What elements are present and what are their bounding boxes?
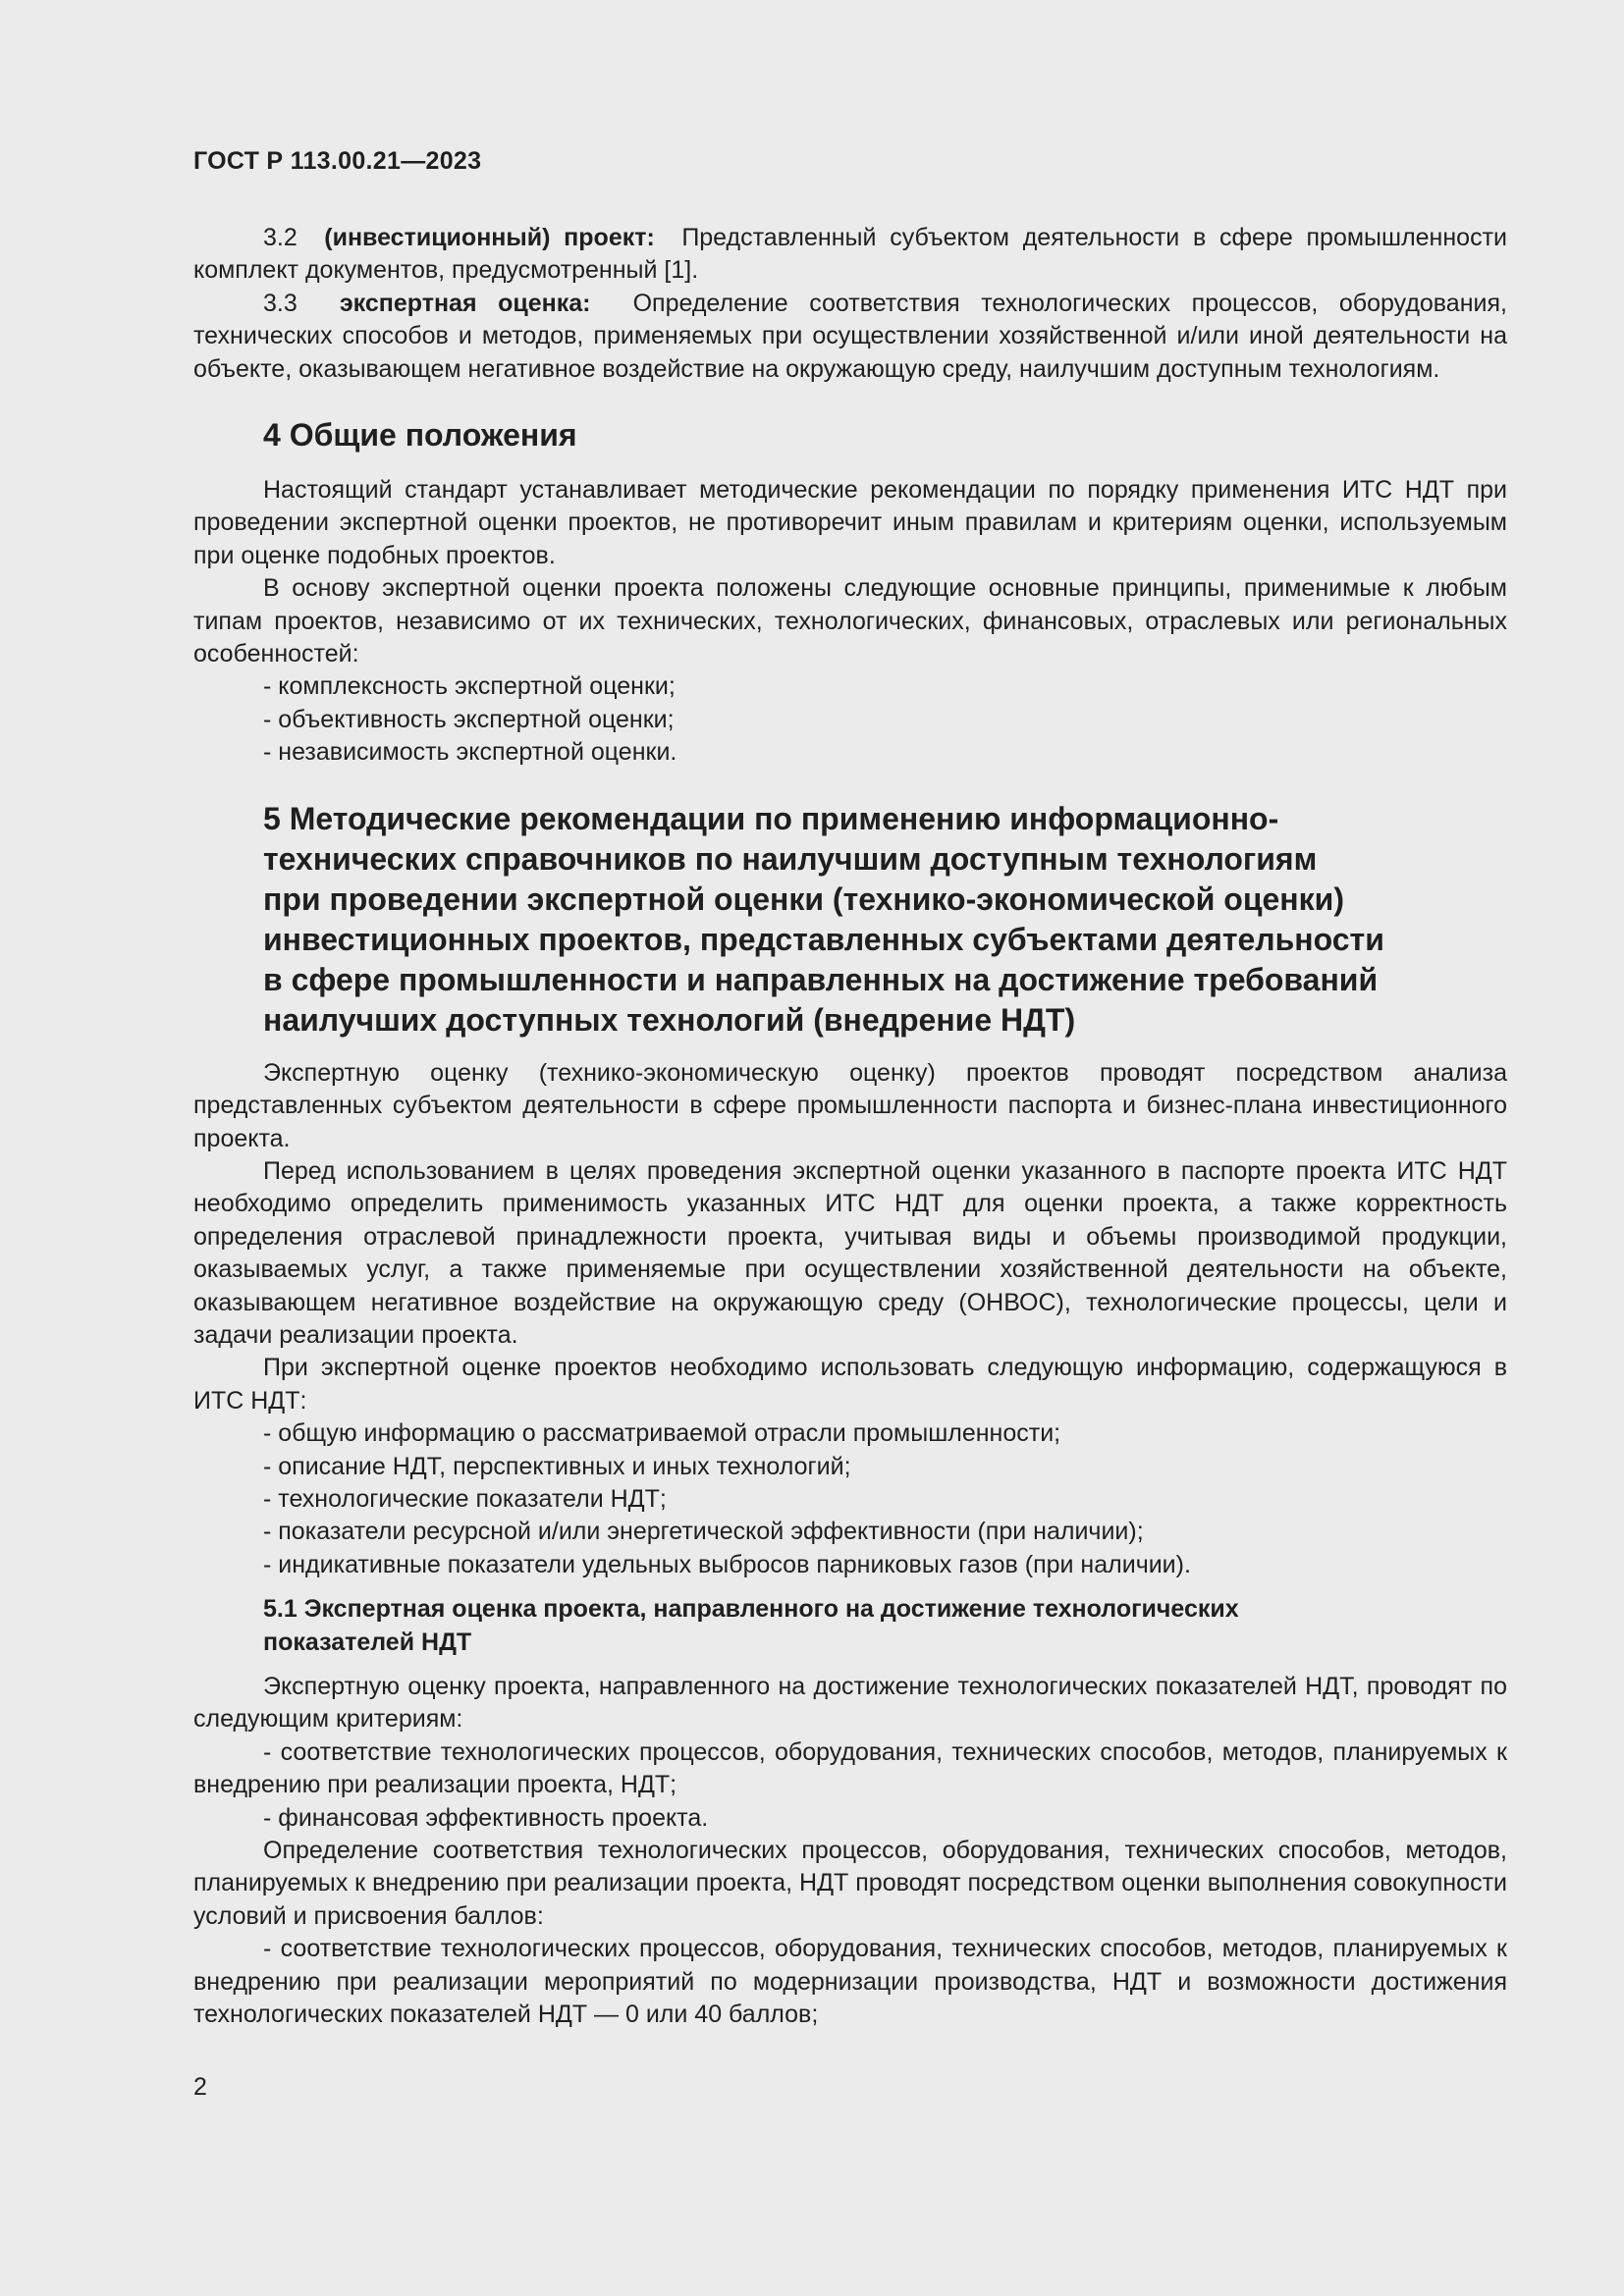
section-5-paragraph-2: Перед использованием в целях проведения экспертной оценки указанного в паспорте проекта ИТС НДТ необходимо определить применимость указанных ИТС НДТ для оценки проекта, а также корректность определения отраслевой принадлежности проекта, учитывая виды и объемы производимой продукции, оказываемых услуг, а также применяемые при осуществлении хозяйственной деятельности на объекте, оказывающем негативное воздействие на окружающую среду (ОНВОС), технологические процессы, цели и задачи реализации проекта.	[193, 1156, 1507, 1349]
list-item-wrapped: - соответствие технологических процессов, оборудования, технических способов, методов, планируемых к внедрению при реализации проекта, НДТ;	[193, 1737, 1507, 1799]
section-5-paragraph-3: При экспертной оценке проектов необходимо использовать следующую информацию, содержащуюся в ИТС НДТ:	[193, 1354, 1507, 1415]
list-item: - объективность экспертной оценки;	[263, 705, 675, 733]
definition-3-2	[193, 222, 1507, 288]
heading-line: в сфере промышленности и направленных на достижение требований	[263, 961, 1379, 997]
heading-line: инвестиционных проектов, представленных субъектами деятельности	[263, 921, 1384, 957]
list-item: - финансовая эффективность проекта.	[263, 1803, 709, 1832]
heading-line: 5.1 Экспертная оценка проекта, направленного на достижение технологических	[263, 1595, 1239, 1624]
list-item: - показатели ресурсной и/или энергетической эффективности (при наличии);	[263, 1518, 1144, 1546]
list-item: - описание НДТ, перспективных и иных технологий;	[263, 1452, 851, 1480]
list-item: - независимость экспертной оценки.	[263, 738, 677, 767]
document-header-id: ГОСТ Р 113.00.21—2023	[193, 147, 482, 175]
heading-line: технических справочников по наилучшим доступным технологиям	[263, 840, 1318, 877]
subsection-5-1-paragraph-1: Экспертную оценку проекта, направленного на достижение технологических показателей НДТ, проводят по следующим критериям:	[193, 1673, 1507, 1734]
definition-3-3	[193, 288, 1507, 386]
section-4-paragraph-2: В основу экспертной оценки проекта положены следующие основные принципы, применимые к любым типам проектов, независимо от их технических, технологических, финансовых, отраслевых или региональных особенностей:	[193, 574, 1507, 668]
definition-term: (инвестиционный) проект:	[324, 224, 655, 251]
heading-line: показателей НДТ	[263, 1628, 472, 1656]
list-item: - общую информацию о рассматриваемой отрасли промышленности;	[263, 1419, 1061, 1448]
section-5-paragraph-1: Экспертную оценку (технико-экономическую оценку) проектов проводят посредством анализа представленных субъектом деятельности в сфере промышленности паспорта и бизнес-плана инвестиционного проекта.	[193, 1058, 1507, 1152]
heading-line: наилучших доступных технологий (внедрение НДТ)	[263, 1001, 1076, 1038]
section-5-heading	[193, 799, 1507, 1041]
page-number: 2	[193, 2073, 207, 2101]
heading-line: при проведении экспертной оценки (технико-экономической оценки)	[263, 881, 1344, 917]
list-item: - индикативные показатели удельных выбросов парниковых газов (при наличии).	[263, 1550, 1191, 1578]
list-item-wrapped: - соответствие технологических процессов, оборудования, технических способов, методов, планируемых к внедрению при реализации мероприятий по модернизации производства, НДТ и возможности достижения технологических показателей НДТ — 0 или 40 баллов;	[193, 1935, 1507, 2029]
list-item: - комплексность экспертной оценки;	[263, 672, 676, 701]
definition-text: Определение соответствия технологических процессов, оборудования, технических способов и методов, применяемых при осуществлении хозяйственной и/или иной деятельности на объекте, оказывающем негативное воздействие на окружающую среду, наилучшим доступным технологиям.	[193, 289, 1507, 383]
section-4-heading: 4 Общие положения	[263, 417, 577, 454]
heading-line: 5 Методические рекомендации по применению информационно-	[263, 800, 1279, 836]
definition-term: экспертная оценка:	[339, 289, 591, 317]
definition-number: 3.2	[263, 224, 298, 251]
subsection-5-1-paragraph-2: Определение соответствия технологических процессов, оборудования, технических способов, методов, планируемых к внедрению при реализации проекта, НДТ проводят посредством оценки выполнения совокупности условий и присвоения баллов:	[193, 1837, 1507, 1930]
definition-text: Представленный субъектом деятельности в сфере промышленности комплект документов, предусмотренный [1].	[193, 224, 1507, 285]
subsection-5-1-heading	[193, 1593, 1507, 1659]
definition-number: 3.3	[263, 289, 298, 317]
document-body	[193, 222, 1507, 2031]
section-4-paragraph-1: Настоящий стандарт устанавливает методические рекомендации по порядку применения ИТС НДТ при проведении экспертной оценки проектов, не противоречит иным правилам и критериям оценки, используемым при оценке подобных проектов.	[193, 476, 1507, 569]
list-item: - технологические показатели НДТ;	[263, 1484, 667, 1513]
